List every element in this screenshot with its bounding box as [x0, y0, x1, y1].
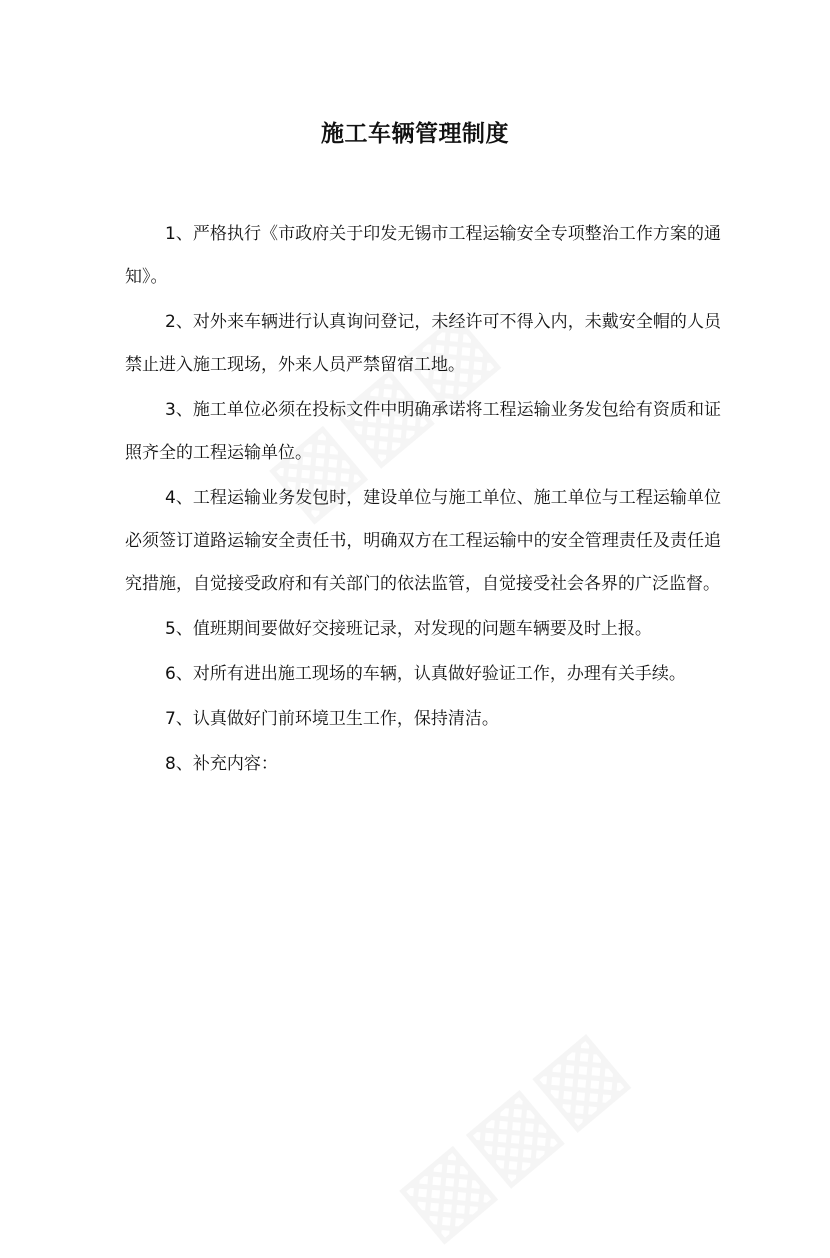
paragraph-6: 6、对所有进出施工现场的车辆，认真做好验证工作，办理有关手续。 [165, 664, 686, 684]
document-body [125, 213, 721, 788]
paragraph-4: 4、工程运输业务发包时，建设单位与施工单位、施工单位与工程运输单位必须签订道路运输安全责任书，明确双方在工程运输中的安全管理责任及责任追究措施，自觉接受政府和有关部门的依法监管，自觉接受社会各界的广泛监督。 [125, 488, 721, 594]
document-title: 施工车辆管理制度 [321, 121, 509, 147]
paragraph-5: 5、值班期间要做好交接班记录，对发现的问题车辆要及时上报。 [165, 619, 652, 639]
watermark-logo [376, 1009, 645, 1258]
paragraph-3: 3、施工单位必须在投标文件中明确承诺将工程运输业务发包给有资质和证照齐全的工程运输单位。 [125, 400, 721, 463]
paragraph-8: 8、补充内容： [165, 754, 278, 774]
paragraph-2: 2、对外来车辆进行认真询问登记，未经许可不得入内，未戴安全帽的人员禁止进入施工现场，外来人员严禁留宿工地。 [125, 312, 721, 375]
paragraph-1: 1、严格执行《市政府关于印发无锡市工程运输安全专项整治工作方案的通知》。 [125, 224, 721, 287]
paragraph-7: 7、认真做好门前环境卫生工作，保持清洁。 [165, 709, 499, 729]
